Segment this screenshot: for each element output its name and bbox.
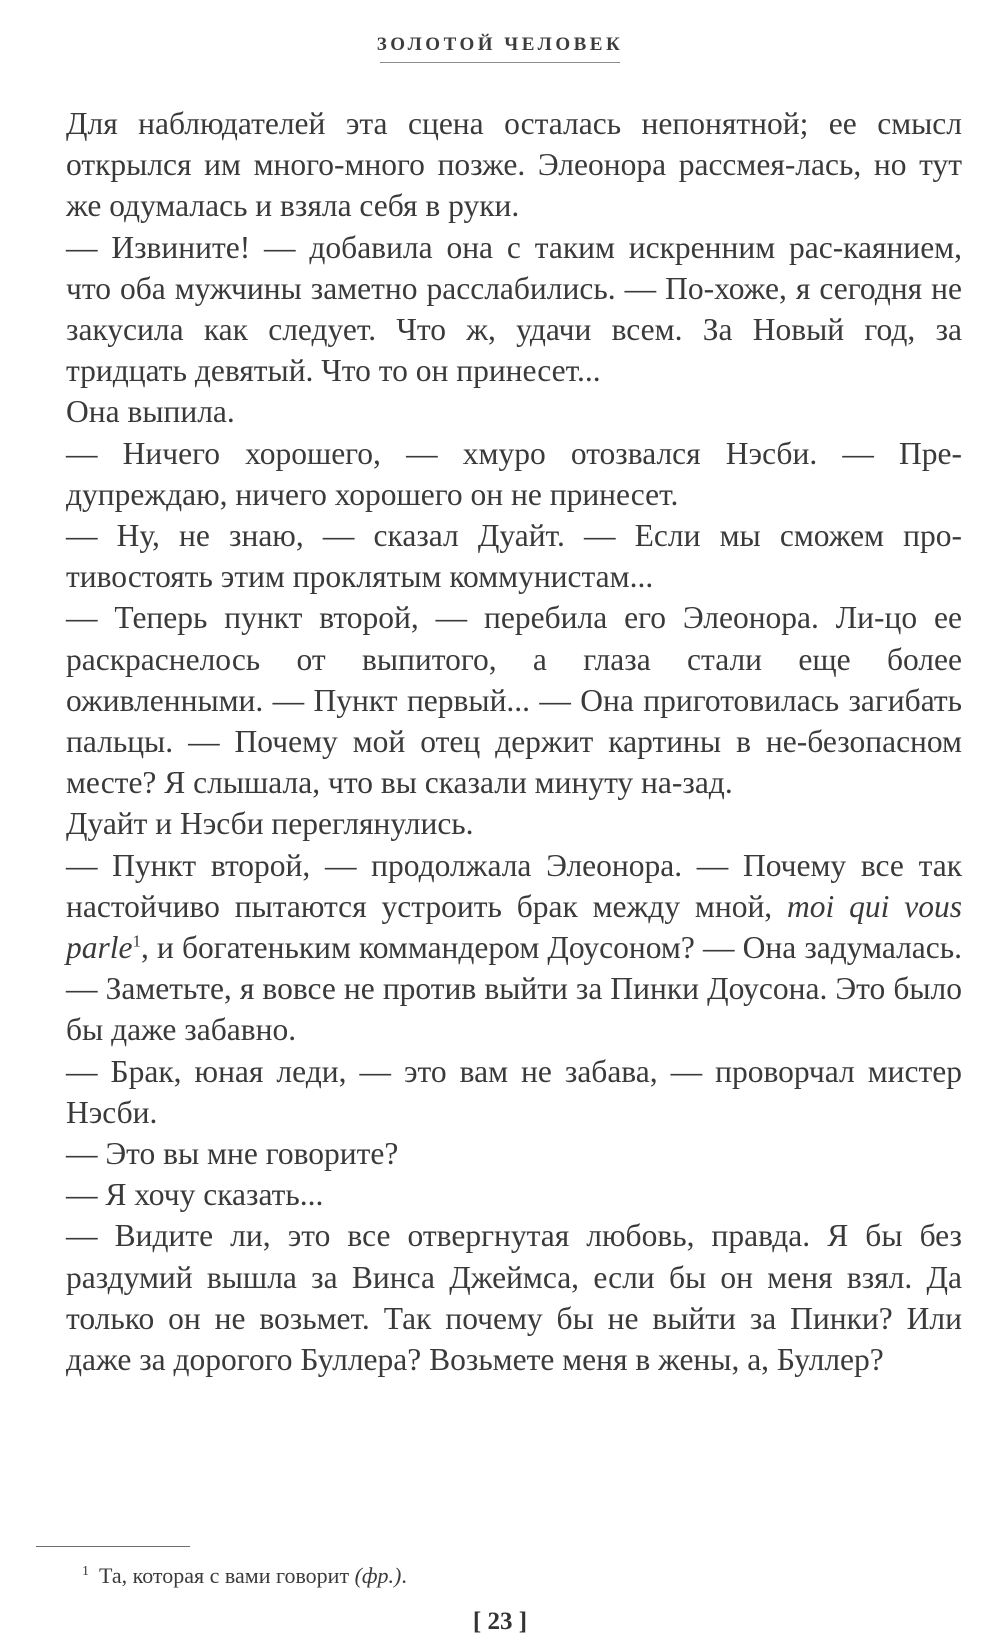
footnote-end: . — [401, 1563, 407, 1588]
paragraph: — Извините! — добавила она с таким искренним рас-каянием, что оба мужчины заметно расслабились. — По-хоже, я сегодня не закусила как следует. Что ж, удачи всем. За Новый год, за тридцать девятый. Что то он принесет... — [66, 229, 962, 389]
footnote-text: Та, которая с вами говорит — [99, 1563, 355, 1588]
paragraph: — Теперь пункт второй, — перебила его Элеонора. Ли-цо ее раскраснелось от выпитого, а глаза стали еще более оживленными. — Пункт первый... — Она приготовилась загибать пальцы. — Почему мой отец держит картины в не-безопасном месте? Я слышала, что вы сказали минуту на-зад. — [66, 600, 962, 801]
paragraph: — Ну, не знаю, — сказал Дуайт. — Если мы сможем про-тивостоять этим проклятым коммунистам... — [66, 518, 962, 595]
paragraph: Для наблюдателей эта сцена осталась непонятной; ее смысл открылся им много-много позже. Элеонора рассмея-лась, но тут же одумалась и взяла себя в руки. — [66, 106, 962, 224]
paragraph-text: — Пункт второй, — продолжала Элеонора. — Почему все так настойчиво пытаются устроить брак между мной, — [66, 847, 962, 924]
footnote-rule — [36, 1546, 190, 1547]
page-number — [0, 1608, 1000, 1636]
footnote-abbrev: (фр.) — [354, 1563, 402, 1588]
footnote-number: 1 — [82, 1563, 89, 1579]
paragraph-text: , и богатеньким коммандером Доусоном? — Она задумалась. — Заметьте, я вовсе не против выйти за Пинки Доусона. Это было бы даже забавно. — [66, 930, 962, 1048]
paragraph: — Это вы мне говорите? — [66, 1136, 399, 1172]
paragraph: — Я хочу сказать... — [66, 1177, 324, 1213]
foreign-phrase: moi qui vous parle — [66, 888, 962, 966]
paragraph: — Ничего хорошего, — хмуро отозвался Нэсби. — Пре-дупреждаю, ничего хорошего он не принесет. — [66, 435, 962, 512]
paragraph: Она выпила. — [66, 394, 235, 430]
running-head-rule — [380, 62, 620, 63]
paragraph: Дуайт и Нэсби переглянулись. — [66, 806, 474, 842]
running-head — [0, 34, 1000, 63]
paragraph: — Брак, юная леди, — это вам не забава, — проворчал мистер Нэсби. — [66, 1053, 962, 1130]
paragraph: — Видите ли, это все отвергнутая любовь, правда. Я бы без раздумий вышла за Винса Джеймса, если бы он меня взял. Да только он не возьмет. Так почему бы не выйти за Пинки? Или даже за дорогого Буллера? Возьмете меня в жены, а, Буллер? — [66, 1218, 962, 1378]
paragraph-with-footnote — [66, 845, 962, 1051]
body-text — [66, 103, 962, 1380]
page-number-left-bracket: [ — [472, 1608, 482, 1635]
page-number-right-bracket: ] — [518, 1608, 528, 1635]
footnote — [82, 1562, 407, 1590]
page-number-value: 23 — [487, 1608, 513, 1635]
footnote-mark: 1 — [132, 931, 141, 951]
running-head-title: ЗОЛОТОЙ ЧЕЛОВЕК — [376, 34, 624, 55]
